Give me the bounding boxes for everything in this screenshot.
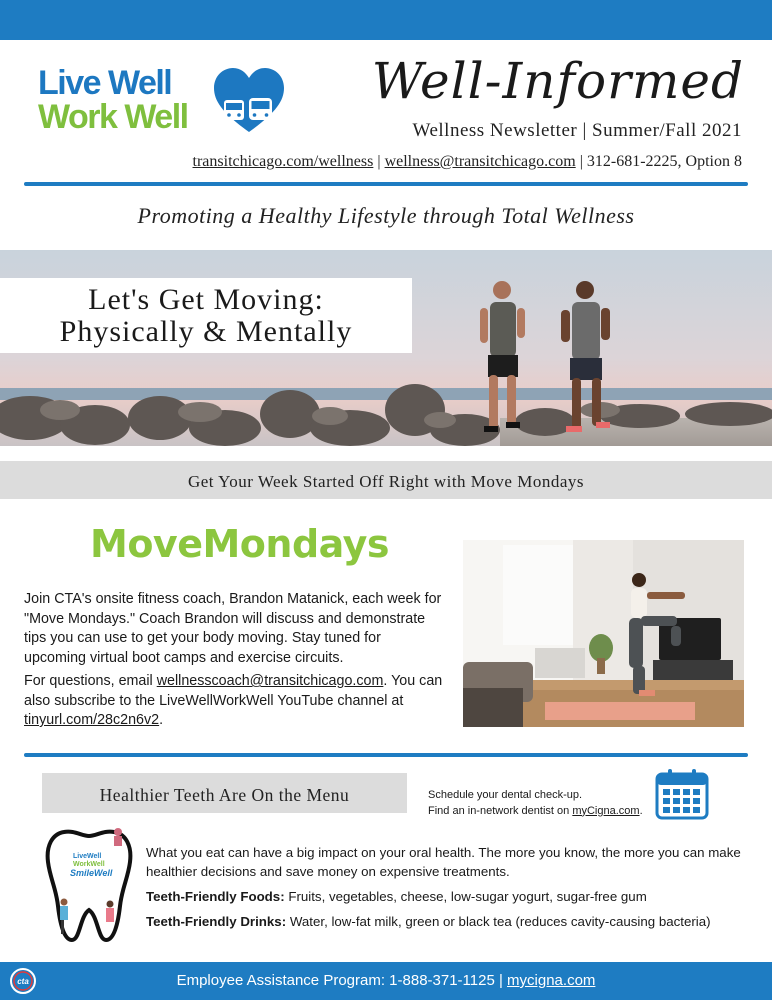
newsletter-subtitle: Wellness Newsletter | Summer/Fall 2021 bbox=[412, 120, 742, 141]
teeth-drinks-label: Teeth-Friendly Drinks: bbox=[146, 914, 287, 929]
hero-title bbox=[0, 278, 412, 353]
tooth-badge-name: SmileWell bbox=[70, 868, 113, 878]
tooth-badge-top: LiveWell bbox=[73, 853, 102, 860]
teeth-intro: What you eat can have a big impact on your oral health. The more you know, the more you can make healthier decisions and save money on expensive treatments. bbox=[146, 845, 741, 879]
live-well-work-well-logo bbox=[38, 66, 288, 138]
wellness-email-link[interactable]: wellness@transitchicago.com bbox=[384, 153, 576, 170]
cta-logo-text: cta bbox=[17, 977, 29, 986]
exercise-photo bbox=[463, 540, 744, 727]
calendar-icon bbox=[655, 768, 709, 820]
logo-line-2: Work Well bbox=[38, 98, 188, 136]
section-divider bbox=[24, 753, 748, 757]
top-color-bar bbox=[0, 0, 772, 40]
youtube-link[interactable]: tinyurl.com/28c2n6v2 bbox=[24, 712, 160, 728]
teeth-section-heading: Healthier Teeth Are On the Menu bbox=[99, 785, 350, 805]
footer-eap-text bbox=[0, 972, 772, 989]
contact-phone: | 312-681-2225, Option 8 bbox=[575, 153, 742, 170]
dental-note-line-2 bbox=[428, 804, 643, 820]
footer-eap-phone: Employee Assistance Program: 1-888-371-1125 | bbox=[176, 972, 508, 989]
mycigna-link[interactable]: myCigna.com bbox=[572, 804, 640, 817]
contact-text-c: . bbox=[159, 712, 164, 728]
teeth-drinks-text: Water, low-fat milk, green or black tea (reduces cavity-causing bacteria) bbox=[286, 914, 711, 929]
contact-separator: | bbox=[373, 153, 385, 170]
dental-note-text: Find an in-network dentist on bbox=[428, 804, 573, 817]
teeth-foods bbox=[146, 887, 746, 906]
move-mondays-heading: MoveMondays bbox=[90, 522, 390, 566]
tooth-badge-mid: WorkWell bbox=[73, 861, 105, 868]
wellnesscoach-email-link[interactable]: wellnesscoach@transitchicago.com bbox=[156, 673, 384, 689]
wellness-site-link[interactable]: transitchicago.com/wellness bbox=[192, 153, 374, 170]
contact-text-a: For questions, email bbox=[24, 673, 157, 689]
tagline: Promoting a Healthy Lifestyle through Total Wellness bbox=[137, 203, 635, 228]
newsletter-title: Well-Informed bbox=[371, 52, 744, 110]
header-divider bbox=[24, 182, 748, 186]
contact-text-b: . You can also subscribe to the LiveWellWorkWell YouTube channel at bbox=[24, 673, 443, 709]
move-mondays-band-text: Get Your Week Started Off Right with Move Mondays bbox=[187, 472, 584, 491]
tooth-icon bbox=[44, 826, 134, 944]
footer-mycigna-link[interactable]: mycigna.com bbox=[507, 972, 596, 989]
heart-bus-train-icon bbox=[214, 68, 284, 134]
teeth-foods-label: Teeth-Friendly Foods: bbox=[146, 889, 285, 904]
teeth-drinks bbox=[146, 912, 746, 931]
dental-checkup-note bbox=[428, 788, 643, 819]
dental-note-line-1: Schedule your dental check-up. bbox=[428, 789, 583, 801]
hero-title-line-1: Let's Get Moving: bbox=[88, 283, 324, 316]
hero-title-line-2: Physically & Mentally bbox=[59, 315, 353, 348]
teeth-foods-text: Fruits, vegetables, cheese, low-sugar yogurt, sugar-free gum bbox=[284, 889, 647, 904]
dental-note-period: . bbox=[639, 804, 643, 817]
move-mondays-paragraph: Join CTA's onsite fitness coach, Brandon Matanick, each week for "Move Mondays." Coach Brandon will discuss and demonstrate tips you can use to get your body moving. Stay tuned for upcoming virtual boot camps and exercise circuits. bbox=[24, 591, 442, 666]
contact-line bbox=[193, 153, 742, 171]
move-mondays-contact-paragraph bbox=[24, 672, 444, 731]
logo-line-1: Live Well bbox=[38, 64, 172, 102]
